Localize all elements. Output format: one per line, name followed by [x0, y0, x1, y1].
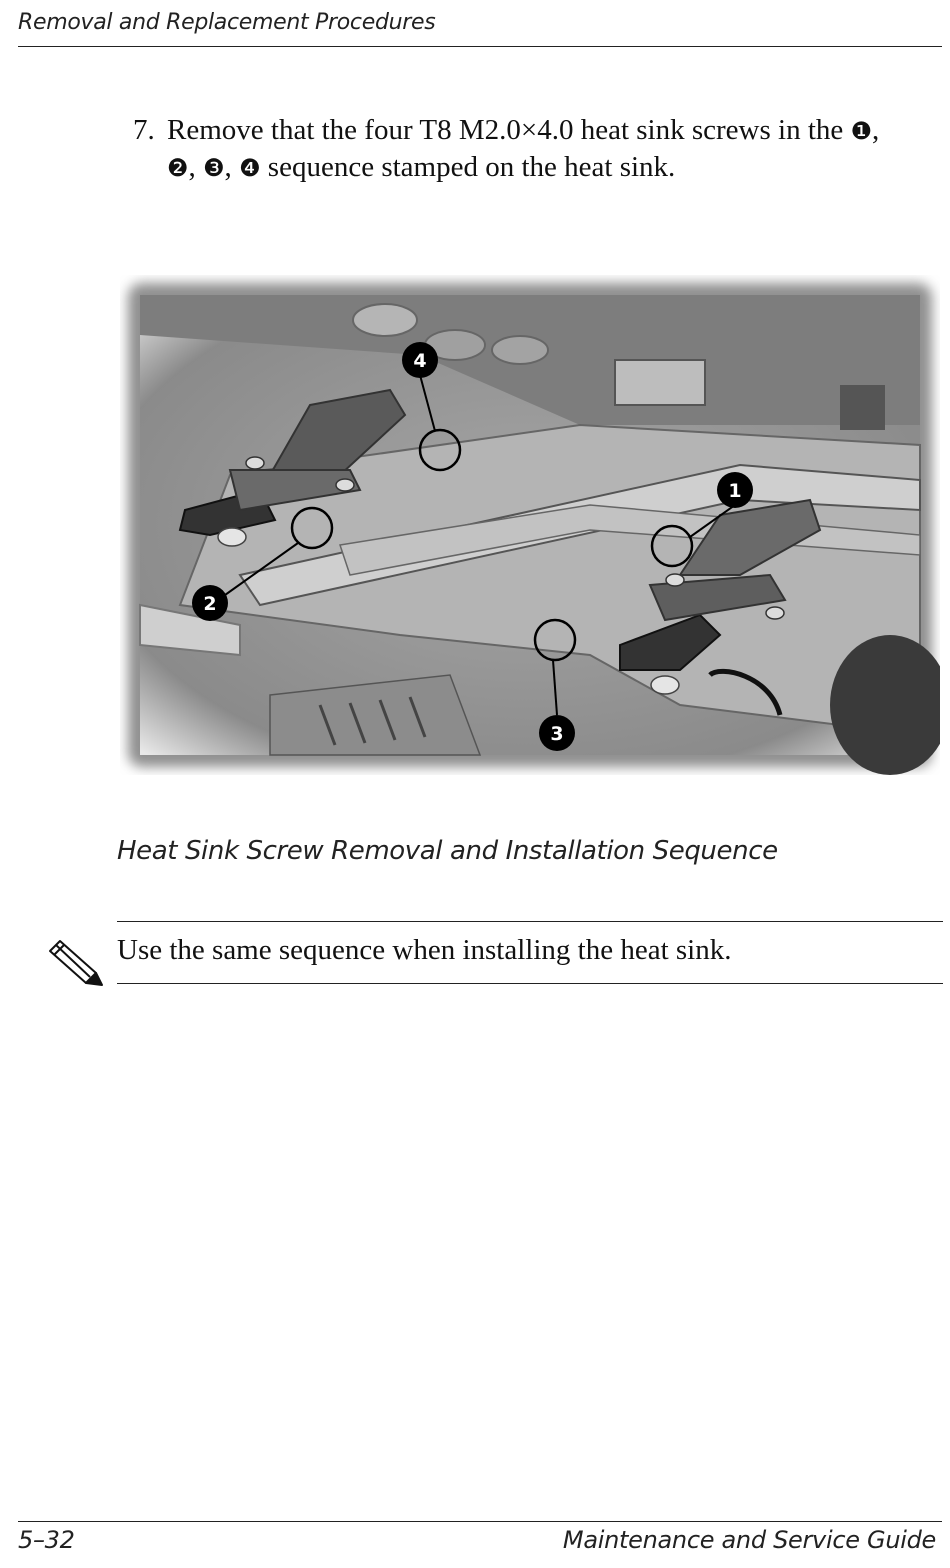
callout-1-label: 1	[728, 480, 742, 502]
footer-rule	[18, 1521, 942, 1522]
callout-4	[402, 342, 438, 378]
step-punctuation: ,	[224, 151, 240, 183]
callout-2	[192, 585, 228, 621]
callout-3-label: 3	[550, 723, 564, 745]
callout-ref-3: ❸	[203, 154, 225, 182]
step-line-1	[133, 112, 948, 149]
note-rule-bottom	[117, 983, 943, 984]
callout-1	[717, 472, 753, 508]
page-number: 5–32	[18, 1526, 75, 1554]
callout-ref-1: ❶	[850, 117, 873, 145]
step-number: 7.	[133, 114, 155, 146]
figure-caption: Heat Sink Screw Removal and Installation Sequence	[117, 836, 778, 866]
pencil-note-icon	[44, 937, 108, 989]
callout-2-label: 2	[203, 593, 217, 615]
callout-4-label: 4	[413, 350, 427, 372]
header-rule	[18, 46, 942, 47]
step-text-end: sequence stamped on the heat sink.	[260, 151, 676, 183]
running-header: Removal and Replacement Procedures	[18, 10, 436, 35]
step-text: Remove that the four T8 M2.0×4.0 heat sink screws in the	[167, 114, 851, 146]
guide-title: Maintenance and Service Guide	[562, 1526, 936, 1554]
step-punctuation: ,	[872, 114, 880, 146]
step-line-2	[133, 149, 948, 186]
note-text: Use the same sequence when installing the heat sink.	[117, 934, 732, 966]
callout-3	[539, 715, 575, 751]
callout-ref-2: ❷	[167, 154, 189, 182]
procedure-step	[133, 112, 948, 186]
note-rule-top	[117, 921, 943, 922]
step-punctuation: ,	[188, 151, 204, 183]
heat-sink-illustration	[120, 275, 940, 775]
callout-ref-4: ❹	[239, 154, 261, 182]
